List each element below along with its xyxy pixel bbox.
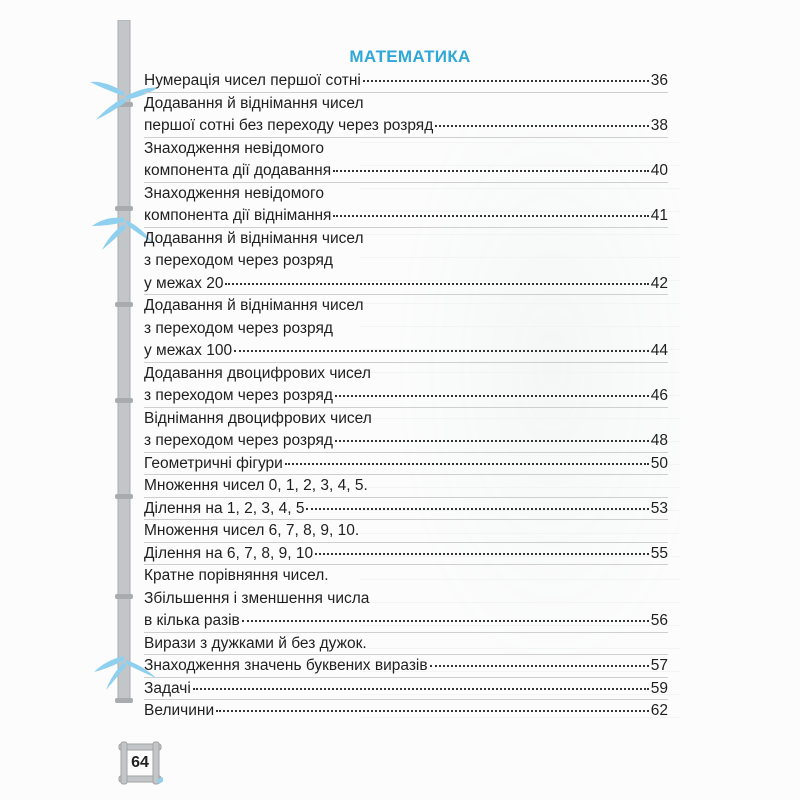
toc-entry <box>144 633 668 656</box>
toc-entry <box>144 183 668 228</box>
toc-page-number: 56 <box>650 612 668 629</box>
page-number: 64 <box>131 754 149 771</box>
toc-entry-text: з переходом через розряд <box>144 319 333 337</box>
toc-page-number: 41 <box>650 207 668 224</box>
toc-line <box>144 295 668 318</box>
toc-line <box>144 250 668 273</box>
dot-leader <box>242 620 649 622</box>
toc-line <box>144 160 668 183</box>
dot-leader <box>335 440 649 442</box>
toc-entry <box>144 700 668 723</box>
toc-entry-text: з переходом через розряд <box>144 432 333 449</box>
toc-entry-text: Задачі <box>144 679 191 697</box>
toc-entry <box>144 363 668 408</box>
toc-entry-text: Додавання й віднімання чисел <box>144 229 364 247</box>
toc-entry-text: Нумерація чисел першої сотні <box>144 72 361 89</box>
toc-line <box>144 655 668 678</box>
toc-line <box>144 475 668 498</box>
toc-line <box>144 205 668 228</box>
toc-entry-text: Множення чисел 6, 7, 8, 9, 10. <box>144 522 360 539</box>
dot-leader <box>225 283 648 285</box>
toc-line <box>144 565 668 588</box>
toc-line <box>144 385 668 408</box>
toc-entry-text: першої сотні без переходу через розряд <box>144 117 434 134</box>
toc-entry-text: компонента дії додавання <box>144 162 332 179</box>
toc-page-number: 40 <box>650 162 668 179</box>
toc-entry-text: Додавання двоцифрових чисел <box>144 364 371 382</box>
toc-entry-text: Додавання й віднімання чисел <box>144 297 364 314</box>
toc-entry <box>144 655 668 678</box>
toc-entry-text: Вирази з дужками й без дужок. <box>144 634 367 652</box>
toc-line <box>144 138 668 161</box>
dot-leader <box>435 125 649 127</box>
toc-page-number: 48 <box>650 432 668 449</box>
dot-leader <box>363 80 649 82</box>
dot-leader <box>333 170 649 172</box>
toc-entry-text: Геометричні фігури <box>144 454 283 472</box>
toc-line <box>144 228 668 251</box>
toc-entry <box>144 543 668 566</box>
toc-entry-text: Додавання й віднімання чисел <box>144 94 364 112</box>
dot-leader <box>430 665 649 667</box>
page-number-frame <box>117 740 163 786</box>
toc-entry-text: з переходом через розряд <box>144 387 333 404</box>
toc-line <box>144 453 668 476</box>
toc-line <box>144 678 668 701</box>
toc-entry <box>144 453 668 476</box>
dot-leader <box>193 688 649 690</box>
dot-leader <box>285 463 649 465</box>
toc-line <box>144 498 668 521</box>
toc-entry <box>144 678 668 701</box>
toc-entry-text: компонента дії віднімання <box>144 207 332 224</box>
toc-line <box>144 318 668 341</box>
toc-entry <box>144 138 668 183</box>
toc-page-number: 57 <box>650 657 668 674</box>
toc-line <box>144 408 668 431</box>
table-of-contents <box>144 70 668 723</box>
toc-page-number: 53 <box>650 499 668 517</box>
toc-entry-text: Знаходження значень буквених виразів <box>144 657 428 674</box>
toc-entry <box>144 228 668 296</box>
toc-page-number: 36 <box>650 72 668 89</box>
toc-entry-text: Множення чисел 0, 1, 2, 3, 4, 5. <box>144 477 368 494</box>
toc-entry-text: з переходом через розряд <box>144 252 333 269</box>
toc-line <box>144 93 668 116</box>
dot-leader <box>216 710 649 712</box>
toc-entry <box>144 70 668 93</box>
toc-line <box>144 633 668 656</box>
toc-entry <box>144 475 668 498</box>
toc-entry-text: Ділення на 6, 7, 8, 9, 10 <box>144 544 314 562</box>
toc-entry-text: Кратне порівняння чисел. <box>144 567 329 584</box>
toc-line <box>144 70 668 93</box>
toc-page-number: 59 <box>650 679 668 697</box>
toc-line <box>144 340 668 363</box>
toc-entry <box>144 520 668 543</box>
toc-entry <box>144 498 668 521</box>
dot-leader <box>333 215 648 217</box>
toc-page-number: 62 <box>650 702 668 719</box>
toc-line <box>144 430 668 453</box>
toc-page-number: 55 <box>650 544 668 562</box>
toc-line <box>144 273 668 296</box>
toc-line <box>144 700 668 723</box>
toc-entry-text: Збільшення і зменшення числа <box>144 589 370 607</box>
toc-entry-text: Віднімання двоцифрових чисел <box>144 409 372 427</box>
toc-page-number: 46 <box>650 387 668 404</box>
toc-entry-text: у межах 100 <box>144 342 233 359</box>
toc-line <box>144 520 668 543</box>
dot-leader <box>335 395 649 397</box>
toc-entry-text: в кілька разів <box>144 612 240 629</box>
section-title: МАТЕМАТИКА <box>349 47 471 66</box>
toc-entry <box>144 408 668 453</box>
toc-line <box>144 183 668 206</box>
toc-line <box>144 363 668 386</box>
toc-page-number: 38 <box>650 117 668 134</box>
dot-leader <box>234 350 649 352</box>
toc-line <box>144 588 668 611</box>
toc-entry-text: Знаходження невідомого <box>144 184 324 202</box>
toc-entry <box>144 565 668 633</box>
toc-line <box>144 115 668 138</box>
toc-entry <box>144 295 668 363</box>
toc-line <box>144 610 668 633</box>
toc-line <box>144 543 668 566</box>
toc-entry-text: у межах 20 <box>144 274 224 292</box>
dot-leader <box>315 553 649 555</box>
toc-page-number: 44 <box>650 342 668 359</box>
toc-page-number: 42 <box>650 274 668 292</box>
toc-page-number: 50 <box>650 454 668 472</box>
toc-entry-text: Ділення на 1, 2, 3, 4, 5 <box>144 499 305 517</box>
toc-entry-text: Знаходження невідомого <box>144 139 324 157</box>
toc-entry <box>144 93 668 138</box>
dot-leader <box>306 508 648 510</box>
toc-entry-text: Величини <box>144 702 215 719</box>
